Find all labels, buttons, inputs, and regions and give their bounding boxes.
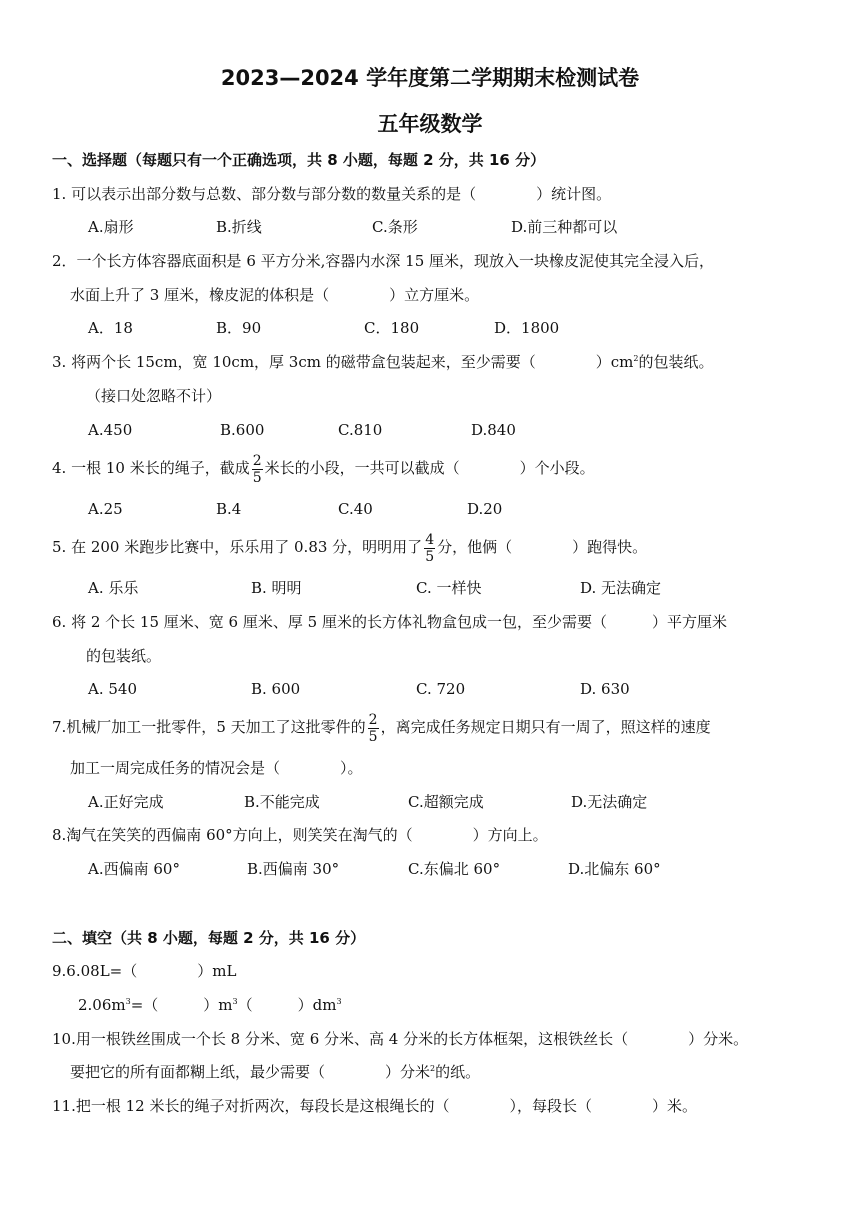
q4-option-d: D.20: [467, 500, 503, 518]
q9-part-b: =（ ）m: [130, 996, 233, 1014]
q1-option-a: A.扇形: [88, 218, 134, 236]
q2-option-a: A．18: [88, 319, 133, 337]
question-11: 11.把一根 12 米长的绳子对折两次，每段长是这根绳长的（ ），每段长（ ）米。: [52, 1097, 697, 1115]
question-6-line-2: 的包装纸。: [86, 647, 162, 665]
question-9-line-1: 9.6.08L=（ ）mL: [52, 962, 237, 980]
question-1: 1. 可以表示出部分数与总数、部分数与部分数的数量关系的是（ ）统计图。: [52, 185, 612, 203]
q7-fraction: [368, 712, 379, 745]
q7-option-b: B.不能完成: [244, 793, 320, 811]
q9-part-c: （ ）dm: [237, 996, 337, 1014]
q5-option-c: C. 一样快: [416, 579, 482, 597]
q3-text-before: 3. 将两个长 15cm，宽 10cm，厚 3cm 的磁带盒包装起来，至少需要（ ）cm: [52, 353, 634, 371]
q6-option-c: C. 720: [416, 680, 466, 698]
q5-text-before: 5. 在 200 米跑步比赛中，乐乐用了 0.83 分，明明用了: [52, 538, 423, 556]
section-1-heading: 一、选择题（每题只有一个正确选项，共 8 小题，每题 2 分，共 16 分）: [52, 151, 546, 169]
q4-option-c: C.40: [338, 500, 373, 518]
q10-part-a: 要把它的所有面都糊上纸，最少需要（ ）分米: [70, 1063, 431, 1081]
q2-option-d: D．1800: [494, 319, 560, 337]
q3-option-b: B.600: [220, 421, 265, 439]
q7-option-a: A.正好完成: [88, 793, 164, 811]
q5-option-b: B. 明明: [251, 579, 302, 597]
q7-denominator: 5: [368, 728, 378, 745]
q6-option-a: A. 540: [88, 680, 137, 698]
q7-text-after: ，离完成任务规定日期只有一周了，照这样的速度: [380, 718, 711, 736]
q8-option-c: C.东偏北 60°: [408, 860, 501, 878]
q10-part-b: 的纸。: [435, 1063, 481, 1081]
q7-numerator: 2: [368, 711, 378, 728]
question-7-line-2: 加工一周完成任务的情况会是（ ）。: [70, 759, 363, 777]
q4-option-b: B.4: [216, 500, 242, 518]
question-10-line-1: 10.用一根铁丝围成一个长 8 分米、宽 6 分米、高 4 分米的长方体框架，这根铁丝长（ ）分米。: [52, 1030, 749, 1048]
q9-superscript-1: 3: [125, 997, 131, 1006]
q5-denominator: 5: [425, 548, 435, 565]
q10-superscript: 2: [430, 1064, 436, 1073]
q5-option-a: A. 乐乐: [88, 579, 139, 597]
q1-option-b: B.折线: [216, 218, 262, 236]
q5-numerator: 4: [425, 531, 435, 548]
question-3-line-2: （接口处忽略不计）: [86, 387, 222, 405]
q3-option-a: A.450: [88, 421, 133, 439]
q4-fraction: [252, 453, 263, 486]
q8-option-a: A.西偏南 60°: [88, 860, 180, 878]
section-2-heading: 二、填空（共 8 小题，每题 2 分，共 16 分）: [52, 929, 366, 947]
question-10-line-2: [70, 1062, 480, 1082]
q8-option-b: B.西偏南 30°: [247, 860, 340, 878]
q5-option-d: D. 无法确定: [580, 579, 662, 597]
q8-option-d: D.北偏东 60°: [568, 860, 661, 878]
question-4: [52, 448, 595, 488]
q3-text-after: 的包装纸。: [638, 353, 714, 371]
q6-option-b: B. 600: [251, 680, 301, 698]
q4-text-after: 米长的小段，一共可以截成（ ）个小段。: [264, 459, 595, 477]
q2-option-b: B．90: [216, 319, 262, 337]
q5-fraction: [424, 532, 435, 565]
q9-superscript-3: 3: [336, 997, 342, 1006]
question-6-line-1: 6. 将 2 个长 15 厘米、宽 6 厘米、厚 5 厘米的长方体礼物盒包成一包，至少需要（ ）平方厘米: [52, 613, 727, 631]
q7-option-d: D.无法确定: [571, 793, 648, 811]
question-5: [52, 527, 647, 567]
q7-option-c: C.超额完成: [408, 793, 484, 811]
q4-text-before: 4. 一根 10 米长的绳子，截成: [52, 459, 250, 477]
q3-superscript: 2: [633, 354, 639, 363]
q2-option-c: C．180: [364, 319, 420, 337]
q6-option-d: D. 630: [580, 680, 630, 698]
q3-option-c: C.810: [338, 421, 383, 439]
q4-option-a: A.25: [88, 500, 123, 518]
q1-option-c: C.条形: [372, 218, 418, 236]
question-7-line-1: [52, 707, 711, 747]
q4-numerator: 2: [252, 452, 262, 469]
question-9-line-2: [78, 995, 342, 1015]
q3-option-d: D.840: [471, 421, 516, 439]
exam-subtitle: 五年级数学: [377, 112, 483, 136]
q1-option-d: D.前三种都可以: [511, 218, 618, 236]
q4-denominator: 5: [252, 469, 262, 486]
q5-text-after: 分，他俩（ ）跑得快。: [437, 538, 648, 556]
question-2-line-1: 2．一个长方体容器底面积是 6 平方分米,容器内水深 15 厘米，现放入一块橡皮泥使其完全浸入后，: [52, 252, 715, 270]
exam-title: 2023—2024 学年度第二学期期末检测试卷: [220, 66, 640, 90]
question-8: 8.淘气在笑笑的西偏南 60°方向上，则笑笑在淘气的（ ）方向上。: [52, 826, 548, 844]
q9-part-a: 2.06m: [78, 996, 126, 1014]
q9-superscript-2: 3: [232, 997, 238, 1006]
q7-text-before: 7.机械厂加工一批零件，5 天加工了这批零件的: [52, 718, 366, 736]
question-3-line-1: [52, 352, 713, 372]
question-2-line-2: 水面上升了 3 厘米，橡皮泥的体积是（ ）立方厘米。: [70, 286, 480, 304]
